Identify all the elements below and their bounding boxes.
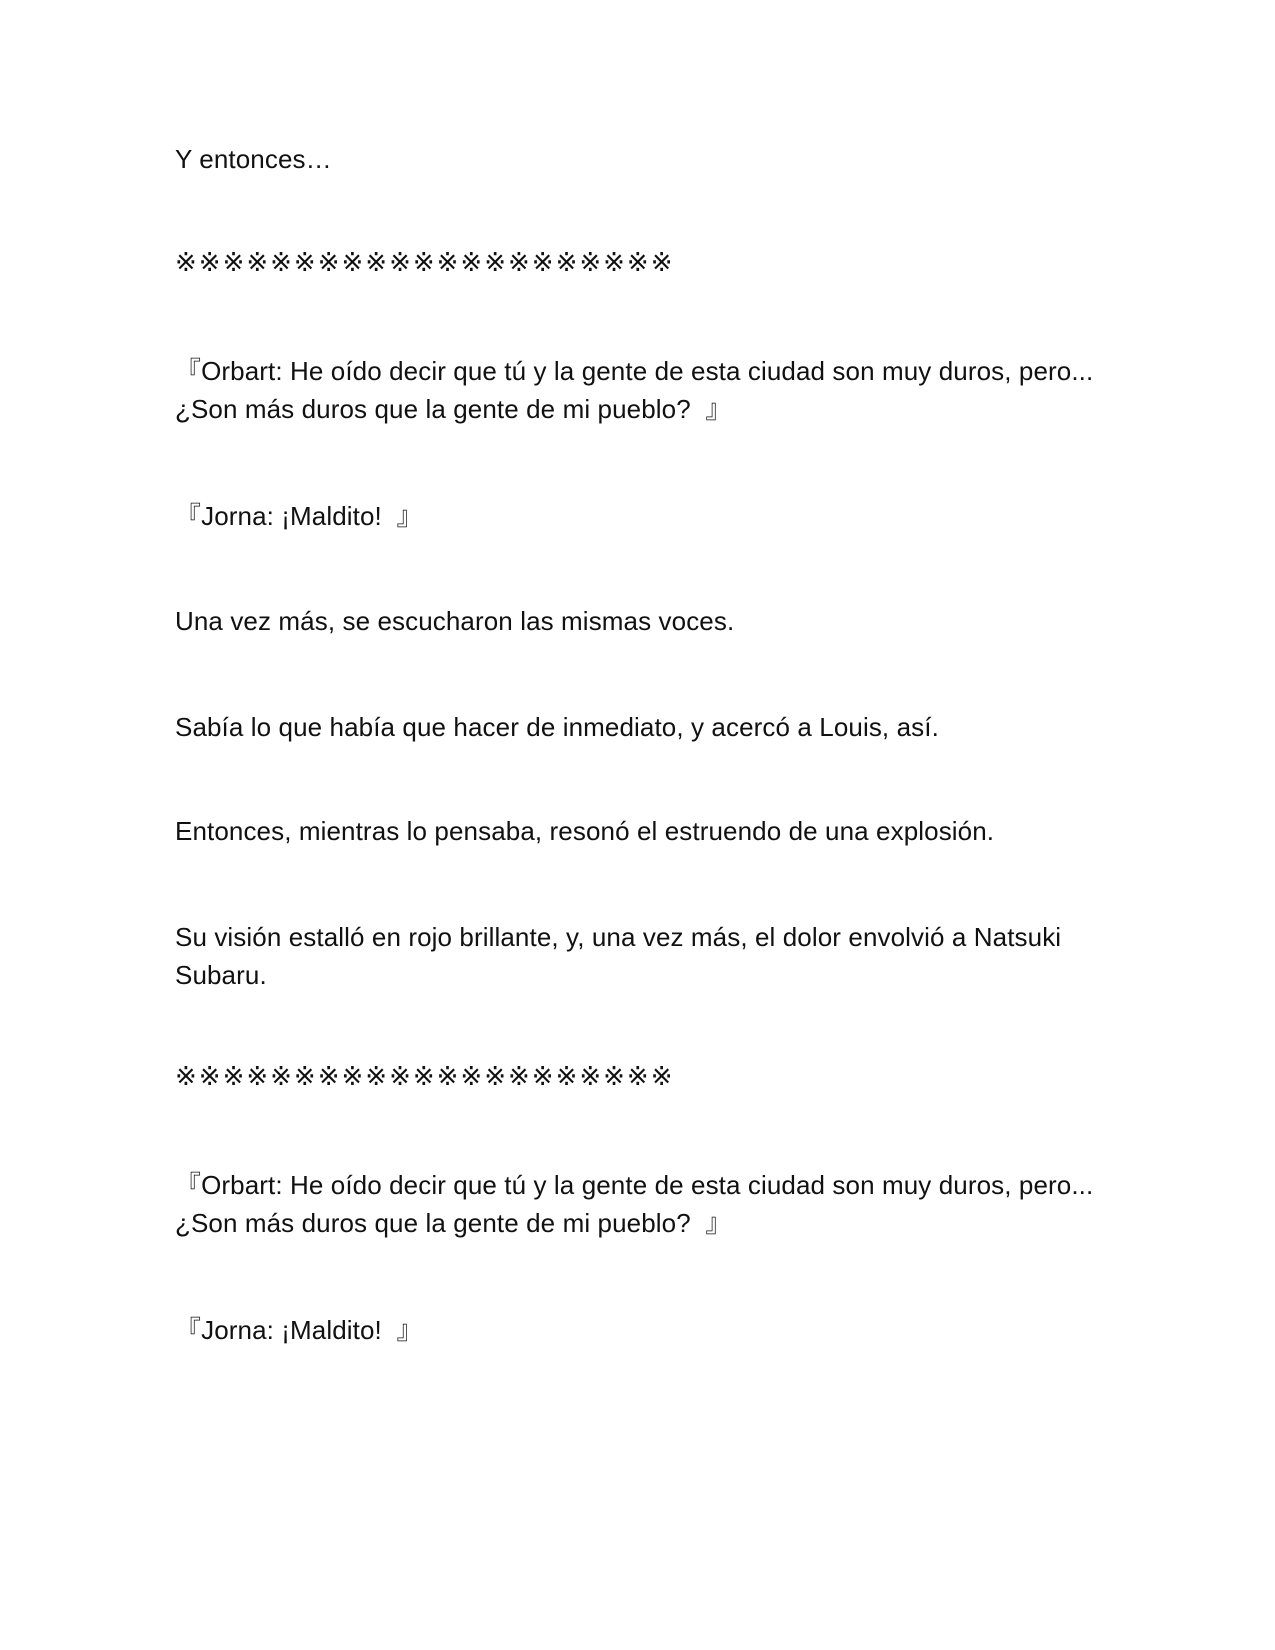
scene-separator: ※※※※※※※※※※※※※※※※※※※※※ — [175, 248, 675, 278]
paragraph-pain: Su visión estalló en rojo brillante, y, una vez más, el dolor envolvió a Natsuki Subaru. — [175, 922, 1069, 990]
dialogue-orbart: 『Orbart: He oído decir que tú y la gente de esta ciudad son muy duros, pero... ¿Son más duros que la gente de mi pueblo? 』 — [175, 1170, 1101, 1238]
dialogue-jorna: 『Jorna: ¡Maldito! 』 — [175, 501, 423, 531]
paragraph-explosion: Entonces, mientras lo pensaba, resonó el estruendo de una explosión. — [175, 816, 995, 846]
paragraph-intro: Y entonces… — [175, 144, 332, 174]
paragraph-voices: Una vez más, se escucharon las mismas voces. — [175, 606, 735, 636]
scene-separator: ※※※※※※※※※※※※※※※※※※※※※ — [175, 1062, 675, 1092]
paragraph-louis: Sabía lo que había que hacer de inmediato, y acercó a Louis, así. — [175, 712, 939, 742]
dialogue-orbart: 『Orbart: He oído decir que tú y la gente de esta ciudad son muy duros, pero... ¿Son más duros que la gente de mi pueblo? 』 — [175, 356, 1101, 424]
dialogue-jorna: 『Jorna: ¡Maldito! 』 — [175, 1315, 423, 1345]
